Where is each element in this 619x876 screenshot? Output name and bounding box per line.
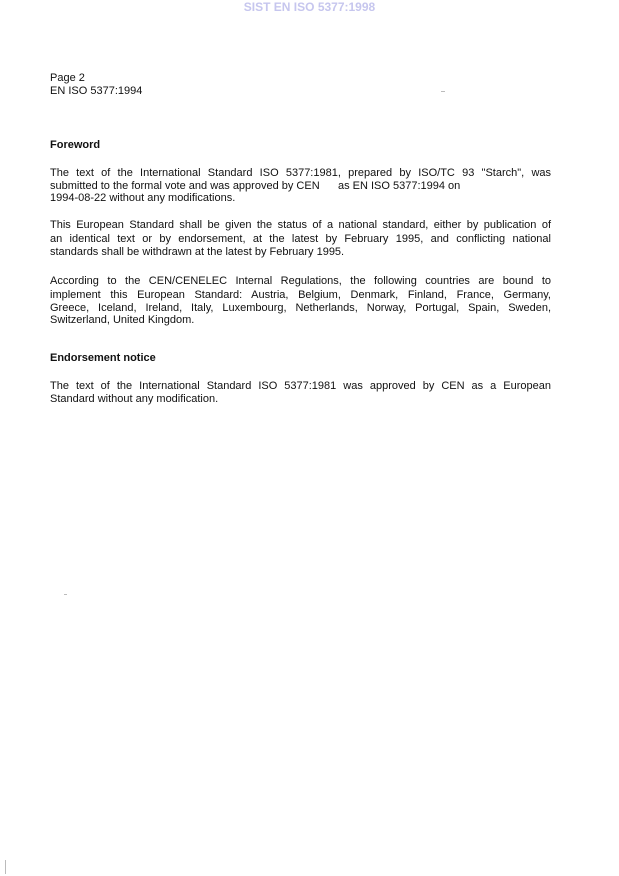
foreword-p3-line: Greece, Iceland, Ireland, Italy, Luxembourg, Netherlands, Norway, Portugal, Spain, Sweden, [50,302,551,314]
foreword-heading: Foreword [50,139,101,151]
scan-speck [441,91,445,92]
foreword-p1-line: submitted to the formal vote and was approved by CEN as EN ISO 5377:1994 on [50,180,461,192]
endorsement-line: The text of the International Standard ISO 5377:1981 was approved by CEN as a European [50,380,551,392]
foreword-p3-line: Switzerland, United Kingdom. [50,314,195,326]
foreword-p2-line: an identical text or by endorsement, at the latest by February 1995, and conflicting national [50,233,551,245]
endorsement-heading: Endorsement notice [50,352,156,364]
foreword-p2-line: standards shall be withdrawn at the latest by February 1995. [50,246,345,258]
endorsement-line: Standard without any modification. [50,393,219,405]
foreword-p3-line: implement this European Standard: Austria, Belgium, Denmark, Finland, France, Germany, [50,289,551,301]
foreword-p1-line: 1994-08-22 without any modifications. [50,192,236,204]
foreword-p1-line: The text of the International Standard ISO 5377:1981, prepared by ISO/TC 93 "Starch", was [50,167,551,179]
watermark: SIST EN ISO 5377:1998 [243,0,376,14]
foreword-p3-line: According to the CEN/CENELEC Internal Regulations, the following countries are bound to [50,275,551,287]
scan-speck [64,594,67,595]
document-id: EN ISO 5377:1994 [50,85,143,97]
page-number: Page 2 [50,72,85,84]
scan-edge [5,860,6,874]
foreword-p2-line: This European Standard shall be given the status of a national standard, either by publication of [50,219,551,231]
